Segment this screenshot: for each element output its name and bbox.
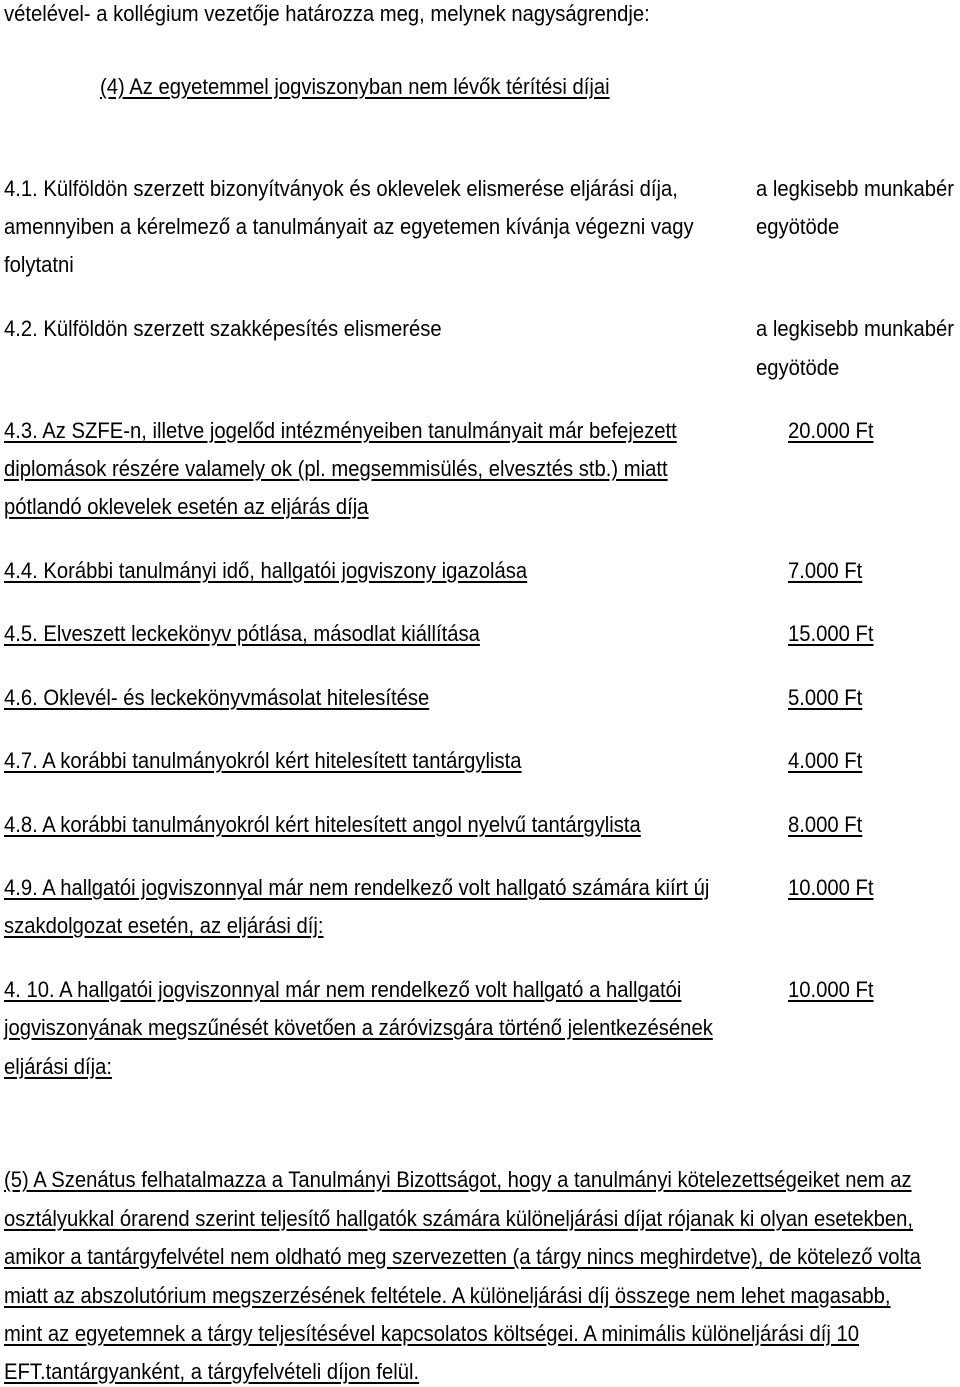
item-text-line: folytatni bbox=[4, 252, 74, 277]
item-text-line: amennyiben a kérelmező a tanulmányait az egyetemen kívánja végezni vagy bbox=[4, 214, 694, 239]
item-text-line: 4.7. A korábbi tanulmányokról kért hitelesített tantárgylista bbox=[4, 748, 522, 773]
item-amount: 10.000 Ft bbox=[788, 875, 874, 900]
item-text-line: 4.3. Az SZFE-n, illetve jogelőd intézményeiben tanulmányait már befejezett bbox=[4, 418, 677, 443]
item-amount: 5.000 Ft bbox=[788, 685, 863, 710]
item-amount: egyötöde bbox=[756, 214, 840, 239]
item-amount: egyötöde bbox=[756, 355, 840, 380]
item-text-line: pótlandó oklevelek esetén az eljárás díja bbox=[4, 494, 369, 519]
paragraph-line: EFT.tantárgyanként, a tárgyfelvételi díjon felül. bbox=[4, 1359, 420, 1384]
item-amount: a legkisebb munkabér bbox=[756, 176, 955, 201]
item-text-line: eljárási díja: bbox=[4, 1054, 112, 1079]
item-text-line: 4. 10. A hallgatói jogviszonnyal már nem rendelkező volt hallgató a hallgatói bbox=[4, 977, 682, 1002]
item-text-line: jogviszonyának megszűnését követően a záróvizsgára történő jelentkezésének bbox=[4, 1015, 713, 1040]
item-amount: 7.000 Ft bbox=[788, 558, 863, 583]
paragraph-line: (5) A Szenátus felhatalmazza a Tanulmányi Bizottságot, hogy a tanulmányi kötelezettségeiket nem az bbox=[4, 1167, 912, 1192]
item-amount: 15.000 Ft bbox=[788, 621, 874, 646]
item-text-line: 4.4. Korábbi tanulmányi idő, hallgatói jogviszony igazolása bbox=[4, 558, 528, 583]
paragraph-line: osztályukkal órarend szerint teljesítő hallgatók számára különeljárási díjat rójanak ki olyan esetekben, bbox=[4, 1206, 914, 1231]
item-text-line: 4.2. Külföldön szerzett szakképesítés elismerése bbox=[4, 316, 442, 341]
item-text-line: 4.5. Elveszett leckekönyv pótlása, másodlat kiállítása bbox=[4, 621, 480, 646]
item-text-line: 4.6. Oklevél- és leckekönyvmásolat hitelesítése bbox=[4, 685, 430, 710]
item-text-line: 4.1. Külföldön szerzett bizonyítványok és oklevelek elismerése eljárási díja, bbox=[4, 176, 678, 201]
item-amount: 8.000 Ft bbox=[788, 812, 863, 837]
item-amount: 10.000 Ft bbox=[788, 977, 874, 1002]
item-amount: 20.000 Ft bbox=[788, 418, 874, 443]
item-amount: 4.000 Ft bbox=[788, 748, 863, 773]
item-text-line: diplomások részére valamely ok (pl. megsemmisülés, elvesztés stb.) miatt bbox=[4, 456, 668, 481]
section-4-heading: (4) Az egyetemmel jogviszonyban nem lévők térítési díjai bbox=[100, 74, 610, 99]
item-text-line: szakdolgozat esetén, az eljárási díj: bbox=[4, 913, 324, 938]
item-amount: a legkisebb munkabér bbox=[756, 316, 955, 341]
paragraph-line: mint az egyetemnek a tárgy teljesítésével kapcsolatos költségei. A minimális különeljárási díj 10 bbox=[4, 1321, 860, 1346]
item-text-line: 4.9. A hallgatói jogviszonnyal már nem rendelkező volt hallgató számára kiírt új bbox=[4, 875, 710, 900]
item-text-line: 4.8. A korábbi tanulmányokról kért hitelesített angol nyelvű tantárgylista bbox=[4, 812, 641, 837]
intro-text: vételével- a kollégium vezetője határozza meg, melynek nagyságrendje: bbox=[4, 1, 650, 26]
paragraph-line: miatt az abszolutórium megszerzésének feltétele. A különeljárási díj összege nem lehet magasabb, bbox=[4, 1283, 891, 1308]
paragraph-line: amikor a tantárgyfelvétel nem oldható meg szervezetten (a tárgy nincs meghirdetve), de kötelező volta bbox=[4, 1244, 921, 1269]
